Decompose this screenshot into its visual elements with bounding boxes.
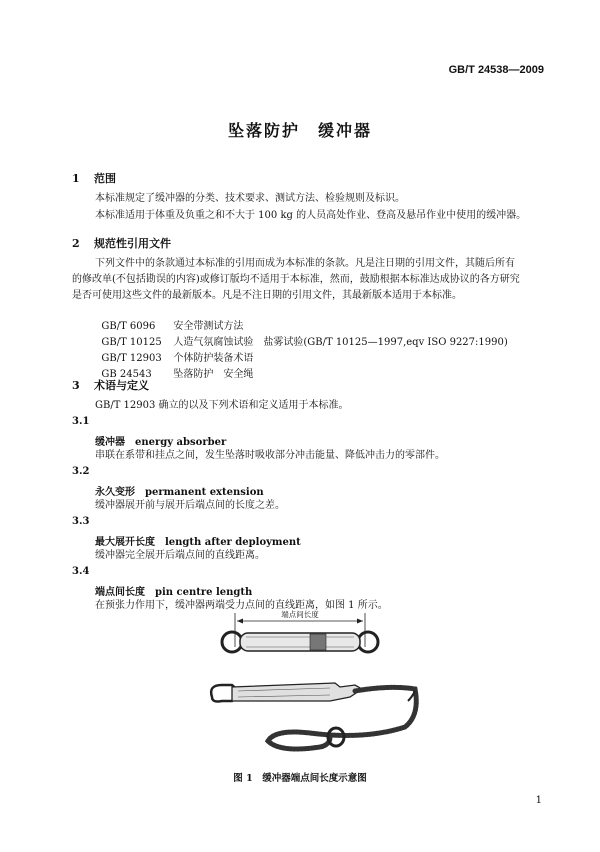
- absorber-packed: [222, 632, 378, 652]
- term-heading: [95, 583, 252, 598]
- section-number: 1: [72, 172, 80, 185]
- paragraph: 本标准适用于体重及负重之和不大于 100 kg 的人员高处作业、登高及悬吊作业中使用的缓冲器。: [95, 210, 527, 221]
- term-number: 3.3: [72, 516, 90, 527]
- section-number: 2: [72, 237, 80, 250]
- section-3-heading: [72, 377, 149, 393]
- dimension-label: 端点间长度: [281, 610, 319, 619]
- section-1-heading: [72, 170, 116, 186]
- paragraph: GB/T 12903 确立的以及下列术语和定义适用于本标准。: [95, 400, 349, 411]
- absorber-deployed: [211, 683, 416, 749]
- paragraph-line: 的修改单(不包括勘误的内容)或修订版均不适用于本标准，然而，鼓励根据本标准达成协议的各方研究: [72, 274, 520, 285]
- term-definition: 缓冲器展开前与展开后端点间的长度之差。: [95, 500, 285, 511]
- term-number: 3.2: [72, 466, 90, 477]
- page-number: 1: [535, 795, 542, 806]
- term-en: energy absorber: [135, 437, 227, 448]
- term-definition: 缓冲器完全展开后端点间的直线距离。: [95, 550, 265, 561]
- reference-title: 人造气氛腐蚀试验 盐雾试验(GB/T 10125—1997,eqv ISO 9227:1990): [173, 337, 508, 348]
- term-definition: 在预张力作用下，缓冲器两端受力点间的直线距离，如图 1 所示。: [95, 600, 388, 611]
- figure-caption: 图 1 缓冲器端点间长度示意图: [233, 773, 367, 784]
- section-number: 3: [72, 379, 80, 392]
- reference-title: 安全带测试方法: [173, 321, 244, 332]
- term-definition: 串联在系带和挂点之间，发生坠落时吸收部分冲击能量、降低冲击力的零部件。: [95, 450, 445, 461]
- term-zh: 最大展开长度: [95, 537, 155, 548]
- reference-title: 坠落防护 安全绳: [173, 369, 254, 380]
- term-en: permanent extension: [145, 487, 264, 498]
- reference-code: GB 24543: [101, 369, 152, 380]
- section-title: 范围: [94, 172, 116, 185]
- term-number: 3.1: [72, 416, 90, 427]
- reference-code: GB/T 10125: [101, 337, 162, 348]
- term-heading: [95, 483, 264, 498]
- term-en: length after deployment: [165, 537, 301, 548]
- figure-energy-absorber: [150, 605, 450, 765]
- section-2-heading: [72, 235, 171, 251]
- term-en: pin centre length: [155, 587, 253, 598]
- standard-code: GB/T 24538—2009: [448, 64, 544, 76]
- paragraph-line: 是否可使用这些文件的最新版本。凡是不注日期的引用文件，其最新版本适用于本标准。: [72, 290, 462, 301]
- reference-code: GB/T 6096: [101, 321, 156, 332]
- section-title: 术语与定义: [94, 379, 149, 392]
- paragraph: 本标准规定了缓冲器的分类、技术要求、测试方法、检验规则及标识。: [95, 193, 405, 204]
- page-title: 坠落防护 缓冲器: [227, 121, 372, 140]
- term-number: 3.4: [72, 566, 90, 577]
- reference-title: 个体防护装备术语: [173, 353, 254, 364]
- term-zh: 端点间长度: [95, 587, 145, 598]
- term-heading: [95, 433, 226, 448]
- term-zh: 永久变形: [95, 487, 135, 498]
- reference-code: GB/T 12903: [101, 353, 162, 364]
- section-title: 规范性引用文件: [94, 237, 171, 250]
- paragraph-line: 下列文件中的条款通过本标准的引用而成为本标准的条款。凡是注日期的引用文件，其随后所有: [95, 258, 515, 269]
- term-heading: [95, 533, 301, 548]
- term-zh: 缓冲器: [95, 437, 125, 448]
